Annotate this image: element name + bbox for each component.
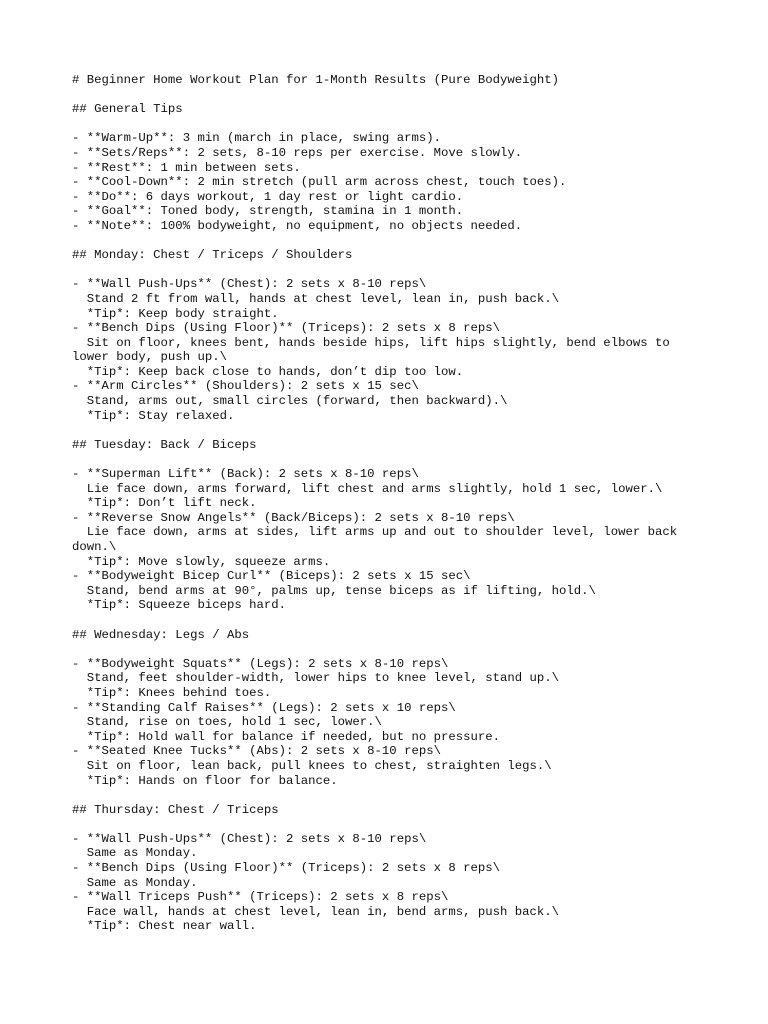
spacer bbox=[72, 642, 712, 657]
section-heading-thursday: ## Thursday: Chest / Triceps bbox=[72, 802, 279, 817]
exercise-line: - **Wall Push-Ups** (Chest): 2 sets x 8-10 reps\ bbox=[72, 277, 427, 292]
spacer bbox=[72, 788, 712, 803]
tip-line: - **Sets/Reps**: 2 sets, 8-10 reps per exercise. Move slowly. bbox=[72, 145, 523, 160]
exercise-line: Stand, rise on toes, hold 1 sec, lower.\ bbox=[72, 715, 382, 730]
exercise-line: - **Bench Dips (Using Floor)** (Triceps): 2 sets x 8 reps\ bbox=[72, 321, 501, 336]
spacer bbox=[72, 613, 712, 628]
spacer bbox=[72, 263, 712, 278]
tip-line: - **Note**: 100% bodyweight, no equipment, no objects needed. bbox=[72, 218, 523, 233]
exercise-line: *Tip*: Hands on floor for balance. bbox=[72, 773, 338, 788]
exercise-line: Sit on floor, knees bent, hands beside hips, lift hips slightly, bend elbows to bbox=[72, 335, 670, 350]
exercise-line: Face wall, hands at chest level, lean in, bend arms, push back.\ bbox=[72, 904, 560, 919]
exercise-line: *Tip*: Move slowly, squeeze arms. bbox=[72, 554, 331, 569]
exercise-line: *Tip*: Knees behind toes. bbox=[72, 685, 272, 700]
exercise-line: - **Bodyweight Squats** (Legs): 2 sets x 8-10 reps\ bbox=[72, 656, 449, 671]
exercise-line: - **Wall Push-Ups** (Chest): 2 sets x 8-10 reps\ bbox=[72, 831, 427, 846]
exercise-line: *Tip*: Squeeze biceps hard. bbox=[72, 598, 287, 613]
exercise-line: - **Reverse Snow Angels** (Back/Biceps): 2 sets x 8-10 reps\ bbox=[72, 510, 515, 525]
exercise-line: Lie face down, arms at sides, lift arms up and out to shoulder level, lower back bbox=[72, 525, 678, 540]
tip-line: - **Do**: 6 days workout, 1 day rest or light cardio. bbox=[72, 189, 464, 204]
section-heading-wednesday: ## Wednesday: Legs / Abs bbox=[72, 627, 250, 642]
section-heading-monday: ## Monday: Chest / Triceps / Shoulders bbox=[72, 248, 353, 263]
exercise-line: - **Wall Triceps Push** (Triceps): 2 sets x 8 reps\ bbox=[72, 890, 449, 905]
exercise-line: - **Standing Calf Raises** (Legs): 2 sets x 10 reps\ bbox=[72, 700, 456, 715]
exercise-line: Same as Monday. bbox=[72, 875, 198, 890]
document-title: # Beginner Home Workout Plan for 1-Month Results (Pure Bodyweight) bbox=[72, 73, 560, 87]
spacer bbox=[72, 423, 712, 438]
exercise-line: lower body, push up.\ bbox=[72, 350, 227, 365]
spacer bbox=[72, 88, 712, 103]
exercise-line: Stand, arms out, small circles (forward, then backward).\ bbox=[72, 394, 508, 409]
exercise-line: Stand, feet shoulder-width, lower hips to knee level, stand up.\ bbox=[72, 671, 560, 686]
exercise-line: *Tip*: Stay relaxed. bbox=[72, 408, 235, 423]
tip-line: - **Rest**: 1 min between sets. bbox=[72, 160, 301, 175]
exercise-line: *Tip*: Keep back close to hands, don’t dip too low. bbox=[72, 364, 464, 379]
exercise-line: Same as Monday. bbox=[72, 846, 198, 861]
exercise-line: *Tip*: Don’t lift neck. bbox=[72, 496, 257, 511]
tip-line: - **Goal**: Toned body, strength, stamina in 1 month. bbox=[72, 204, 464, 219]
spacer bbox=[72, 234, 712, 249]
exercise-line: Lie face down, arms forward, lift chest and arms slightly, hold 1 sec, lower.\ bbox=[72, 481, 663, 496]
exercise-line: Stand 2 ft from wall, hands at chest level, lean in, push back.\ bbox=[72, 291, 560, 306]
exercise-line: - **Bodyweight Bicep Curl** (Biceps): 2 sets x 15 sec\ bbox=[72, 569, 471, 584]
exercise-line: - **Arm Circles** (Shoulders): 2 sets x 15 sec\ bbox=[72, 379, 419, 394]
exercise-line: *Tip*: Hold wall for balance if needed, but no pressure. bbox=[72, 729, 501, 744]
section-heading-general-tips: ## General Tips bbox=[72, 102, 183, 117]
exercise-line: - **Superman Lift** (Back): 2 sets x 8-10 reps\ bbox=[72, 467, 419, 482]
tip-line: - **Cool-Down**: 2 min stretch (pull arm across chest, touch toes). bbox=[72, 175, 567, 190]
tip-line: - **Warm-Up**: 3 min (march in place, swing arms). bbox=[72, 131, 441, 146]
exercise-line: - **Seated Knee Tucks** (Abs): 2 sets x 8-10 reps\ bbox=[72, 744, 441, 759]
exercise-line: - **Bench Dips (Using Floor)** (Triceps): 2 sets x 8 reps\ bbox=[72, 861, 501, 876]
document-page bbox=[72, 73, 712, 934]
spacer bbox=[72, 452, 712, 467]
exercise-line: *Tip*: Keep body straight. bbox=[72, 306, 279, 321]
section-heading-tuesday: ## Tuesday: Back / Biceps bbox=[72, 437, 257, 452]
exercise-line: Sit on floor, lean back, pull knees to chest, straighten legs.\ bbox=[72, 758, 552, 773]
spacer bbox=[72, 817, 712, 832]
exercise-line: Stand, bend arms at 90°, palms up, tense biceps as if lifting, hold.\ bbox=[72, 583, 596, 598]
exercise-line: *Tip*: Chest near wall. bbox=[72, 919, 257, 934]
spacer bbox=[72, 117, 712, 132]
exercise-line: down.\ bbox=[72, 540, 117, 554]
